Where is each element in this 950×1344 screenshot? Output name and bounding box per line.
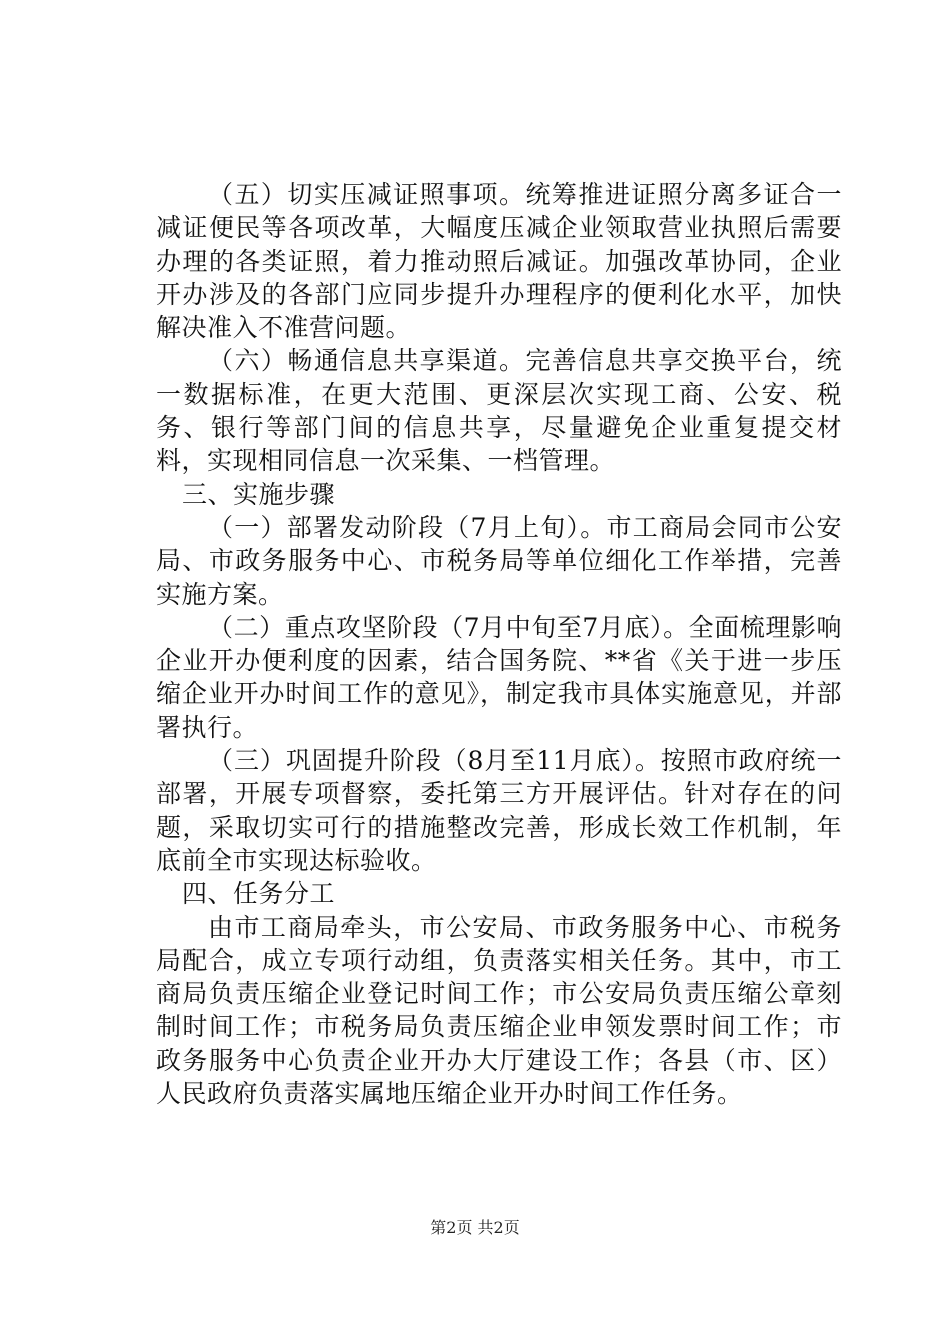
paragraph-6-info-sharing: （六）畅通信息共享渠道。完善信息共享交换平台，统一数据标准，在更大范围、更深层次实现工商、公安、税务、银行等部门间的信息共享，尽量避免企业重复提交材料，实现相同信息一次采集、一档管理。	[156, 346, 842, 476]
paragraph-step-3-consolidation: （三）巩固提升阶段（8月至11月底）。按照市政府统一部署，开展专项督察，委托第三方开展评估。针对存在的问题，采取切实可行的措施整改完善，形成长效工作机制，年底前全市实现达标验收。	[156, 746, 842, 875]
document-body	[156, 178, 842, 1110]
section-heading-implementation-steps: 三、实施步骤	[182, 479, 336, 509]
paragraph-step-1-deployment: （一）部署发动阶段（7月上旬）。市工商局会同市公安局、市政务服务中心、市税务局等单位细化工作举措，完善实施方案。	[156, 512, 842, 609]
page-number-footer: 第2页 共2页	[430, 1218, 520, 1237]
paragraph-step-2-key-tasks: （二）重点攻坚阶段（7月中旬至7月底）。全面梳理影响企业开办便利度的因素，结合国务院、**省《关于进一步压缩企业开办时间工作的意见》，制定我市具体实施意见，并部署执行。	[156, 612, 842, 742]
paragraph-task-division: 由市工商局牵头，市公安局、市政务服务中心、市税务局配合，成立专项行动组，负责落实相关任务。其中，市工商局负责压缩企业登记时间工作；市公安局负责压缩公章刻制时间工作；市税务局负责压缩企业申领发票时间工作；市政务服务中心负责企业开办大厅建设工作；各县（市、区）人民政府负责落实属地压缩企业开办时间工作任务。	[156, 912, 842, 1109]
paragraph-5-reduce-certificates: （五）切实压减证照事项。统筹推进证照分离多证合一减证便民等各项改革，大幅度压减企业领取营业执照后需要办理的各类证照，着力推动照后减证。加强改革协同，企业开办涉及的各部门应同步提升办理程序的便利化水平，加快解决准入不准营问题。	[156, 180, 842, 343]
section-heading-task-division: 四、任务分工	[182, 879, 336, 909]
